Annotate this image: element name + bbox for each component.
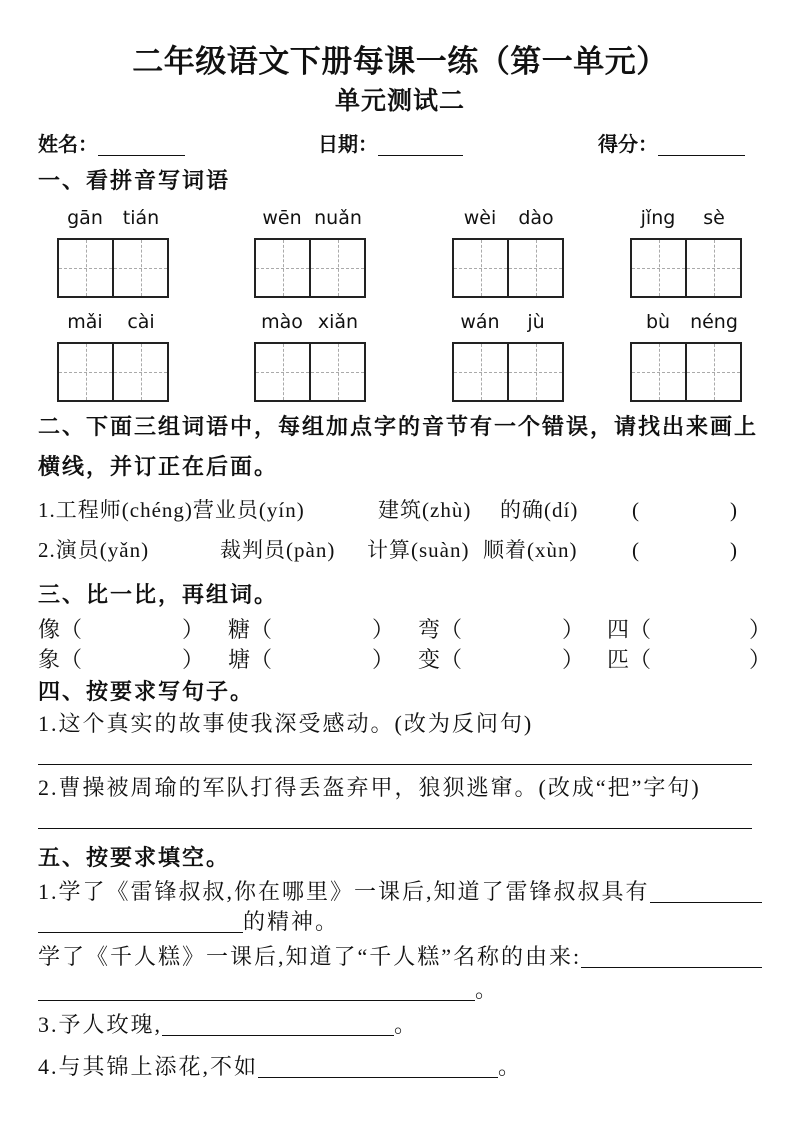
compare-row-2 [0,645,800,675]
writing-cell [112,344,167,400]
pinyin-syllable: wán [460,311,500,333]
paren-open: （ [629,617,652,642]
pinyin-word-5 [57,308,169,336]
pinyin-syllable: cài [127,311,155,333]
section-3-heading: 三、比一比，再组词。 [38,582,279,607]
writing-cell [685,240,740,296]
pinyin-word-6 [254,308,366,336]
pinyin-syllable: néng [690,311,738,333]
fill-line-6 [38,1052,522,1082]
pinyin-word-8 [630,308,742,336]
name-blank [98,155,185,156]
correction-item-2 [0,535,800,565]
paren-open: （ [440,647,463,672]
worksheet-title: 二年级语文下册每课一练（第一单元） [132,44,668,79]
paren-close: ） [749,647,772,672]
writing-cell [112,240,167,296]
section-5-heading: 五、按要求填空。 [38,845,231,870]
section-1-heading: 一、看拼音写词语 [38,168,231,193]
fill-blank [162,1035,394,1036]
pinyin-syllable: mǎi [67,311,103,333]
pinyin-syllable: wēn [262,207,302,229]
pinyin-syllable: gān [67,207,103,229]
writing-cell [507,344,562,400]
worksheet-subtitle: 单元测试二 [334,88,465,115]
paren-close: ） [372,647,395,672]
fill-blank [38,932,243,933]
compare-char: 糖 [228,617,251,642]
word-group: 建筑(zhù) [378,498,472,522]
date-field [318,130,463,160]
writing-cell [256,344,309,400]
date-label: 日期： [318,134,378,156]
writing-box-2 [254,238,366,298]
compare-char: 弯 [418,617,441,642]
pinyin-syllable: sè [703,207,725,229]
compare-char: 四 [607,617,630,642]
paren-open: （ [629,647,652,672]
writing-box-8 [630,342,742,402]
compare-char: 塘 [228,647,251,672]
writing-cell [454,240,507,296]
paren-close: ） [562,647,585,672]
word-group: 计算(suàn) [367,538,470,562]
fill-text: 。 [475,977,500,1002]
answer-paren-open: ( [632,538,640,562]
section-2-heading-line-2: 横线，并订正在后面。 [38,454,279,479]
pinyin-syllable: bù [645,311,671,333]
pinyin-syllable: wèi [463,207,497,229]
compare-row-1 [0,615,800,645]
compare-char: 匹 [607,647,630,672]
answer-paren-close: ) [730,498,738,522]
writing-cell [59,344,112,400]
writing-cell [632,344,685,400]
pinyin-word-4 [630,204,742,232]
paren-close: ） [562,617,585,642]
date-blank [378,155,463,156]
paren-close: ） [182,617,205,642]
writing-cell [454,344,507,400]
fill-line-5 [38,1010,418,1040]
word-group: 裁判员(pàn) [220,538,336,562]
paren-open: （ [60,617,83,642]
paren-open: （ [250,647,273,672]
writing-cell [685,344,740,400]
writing-box-3 [452,238,564,298]
fill-text: 1.学了《雷锋叔叔,你在哪里》一课后,知道了雷锋叔叔具有 [38,879,650,904]
compare-char: 像 [38,617,61,642]
fill-line-1 [38,877,762,907]
score-label: 得分： [598,134,658,156]
paren-open: （ [440,617,463,642]
fill-text: 4.与其锦上添花,不如 [38,1054,259,1079]
pinyin-word-7 [452,308,564,336]
pinyin-syllable: tián [122,207,160,229]
writing-cell [309,344,364,400]
writing-box-1 [57,238,169,298]
fill-text: 。 [498,1054,523,1079]
answer-line [38,828,752,829]
writing-box-7 [452,342,564,402]
section-4-heading: 四、按要求写句子。 [38,679,255,704]
pinyin-word-3 [452,204,564,232]
writing-cell [507,240,562,296]
word-group: 的确(dí) [500,498,579,522]
paren-close: ） [372,617,395,642]
pinyin-word-2 [254,204,366,232]
fill-text: 学了《千人糕》一课后,知道了“千人糕”名称的由来: [38,944,582,969]
fill-text: 的精神。 [243,909,340,934]
pinyin-syllable: dào [518,207,554,229]
fill-blank [650,902,762,903]
fill-text: 。 [394,1012,419,1037]
name-field [38,130,185,160]
writing-box-4 [630,238,742,298]
paren-close: ） [749,617,772,642]
fill-line-2 [38,907,339,937]
pinyin-syllable: jù [527,311,545,333]
sentence-task-2: 2.曹操被周瑜的军队打得丢盔弃甲，狼狈逃窜。(改成“把”字句) [38,775,701,800]
fill-line-4 [38,975,499,1005]
writing-cell [256,240,309,296]
section-2-heading-line-1: 二、下面三组词语中，每组加点字的音节有一个错误，请找出来画上 [38,414,759,439]
answer-line [38,764,752,765]
writing-cell [59,240,112,296]
word-group: 1.工程师(chéng)营业员(yín) [38,498,305,522]
compare-char: 象 [38,647,61,672]
name-label: 姓名： [38,134,98,156]
pinyin-syllable: jǐng [640,207,676,229]
sentence-task-1: 1.这个真实的故事使我深受感动。(改为反问句) [38,711,534,736]
pinyin-syllable: mào [261,311,303,333]
compare-char: 变 [418,647,441,672]
pinyin-syllable: nuǎn [314,207,362,229]
fill-line-3 [38,942,762,972]
correction-item-1 [0,495,800,525]
writing-box-5 [57,342,169,402]
word-group: 顺着(xùn) [483,538,578,562]
fill-blank [581,967,762,968]
paren-close: ） [182,647,205,672]
pinyin-word-1 [57,204,169,232]
fill-blank [38,1000,475,1001]
word-group: 2.演员(yǎn) [38,538,150,562]
fill-text: 3.予人玫瑰, [38,1012,163,1037]
fill-blank [258,1077,498,1078]
paren-open: （ [60,647,83,672]
pinyin-syllable: xiǎn [317,311,359,333]
answer-paren-open: ( [632,498,640,522]
score-field [598,130,745,160]
score-blank [658,155,745,156]
paren-open: （ [250,617,273,642]
writing-box-6 [254,342,366,402]
writing-cell [309,240,364,296]
writing-cell [632,240,685,296]
answer-paren-close: ) [730,538,738,562]
